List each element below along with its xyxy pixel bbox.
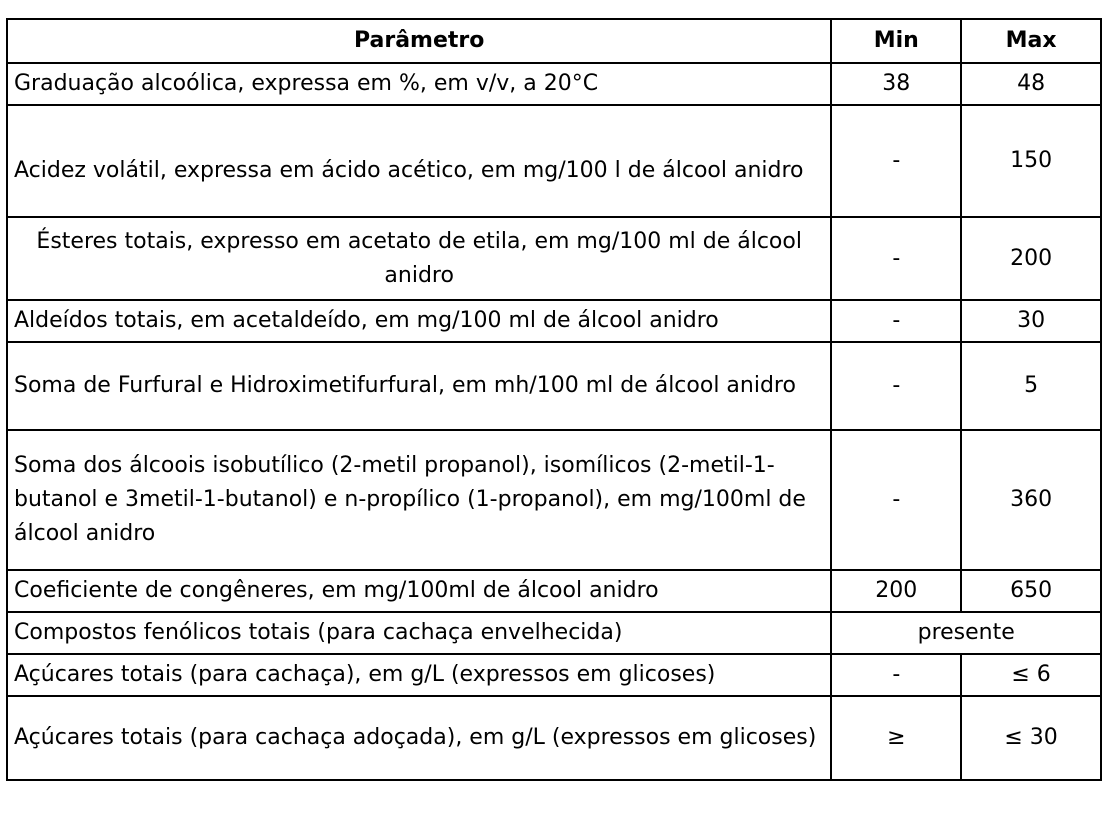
max-cell: 5	[961, 342, 1101, 430]
max-cell: ≤ 6	[961, 654, 1101, 696]
header-max: Max	[961, 19, 1101, 63]
max-cell: 150	[961, 105, 1101, 217]
min-cell: -	[831, 654, 961, 696]
max-cell: 360	[961, 430, 1101, 570]
min-cell: ≥	[831, 696, 961, 780]
param-cell: Açúcares totais (para cachaça adoçada), em g/L (expressos em glicoses)	[7, 696, 831, 780]
min-cell: -	[831, 342, 961, 430]
table-row	[7, 300, 1101, 342]
min-cell: 200	[831, 570, 961, 612]
table-row	[7, 430, 1101, 570]
min-cell: -	[831, 105, 961, 217]
table-row	[7, 696, 1101, 780]
min-cell: 38	[831, 63, 961, 105]
table-row	[7, 342, 1101, 430]
max-cell: 650	[961, 570, 1101, 612]
param-cell: Aldeídos totais, em acetaldeído, em mg/100 ml de álcool anidro	[7, 300, 831, 342]
header-row	[7, 19, 1101, 63]
min-cell: -	[831, 300, 961, 342]
min-cell: -	[831, 217, 961, 300]
param-cell: Compostos fenólicos totais (para cachaça envelhecida)	[7, 612, 831, 654]
max-cell: 30	[961, 300, 1101, 342]
param-cell: Coeficiente de congêneres, em mg/100ml de álcool anidro	[7, 570, 831, 612]
param-cell: Graduação alcoólica, expressa em %, em v/v, a 20°C	[7, 63, 831, 105]
table-row	[7, 105, 1101, 217]
max-cell: 200	[961, 217, 1101, 300]
max-cell: 48	[961, 63, 1101, 105]
table-row	[7, 654, 1101, 696]
merged-value-cell: presente	[831, 612, 1101, 654]
header-min: Min	[831, 19, 961, 63]
table-row	[7, 217, 1101, 300]
param-cell: Açúcares totais (para cachaça), em g/L (expressos em glicoses)	[7, 654, 831, 696]
param-cell: Soma de Furfural e Hidroximetifurfural, em mh/100 ml de álcool anidro	[7, 342, 831, 430]
table-row	[7, 63, 1101, 105]
header-parametro: Parâmetro	[7, 19, 831, 63]
table-row	[7, 570, 1101, 612]
min-cell: -	[831, 430, 961, 570]
param-cell: Acidez volátil, expressa em ácido acético, em mg/100 l de álcool anidro	[7, 105, 831, 217]
max-cell: ≤ 30	[961, 696, 1101, 780]
parameters-table	[6, 18, 1102, 781]
table-row	[7, 612, 1101, 654]
param-cell: Ésteres totais, expresso em acetato de etila, em mg/100 ml de álcool anidro	[7, 217, 831, 300]
param-cell: Soma dos álcoois isobutílico (2-metil propanol), isomílicos (2-metil-1-butanol e 3metil-1-butanol) e n-propílico (1-propanol), em mg/100ml de álcool anidro	[7, 430, 831, 570]
